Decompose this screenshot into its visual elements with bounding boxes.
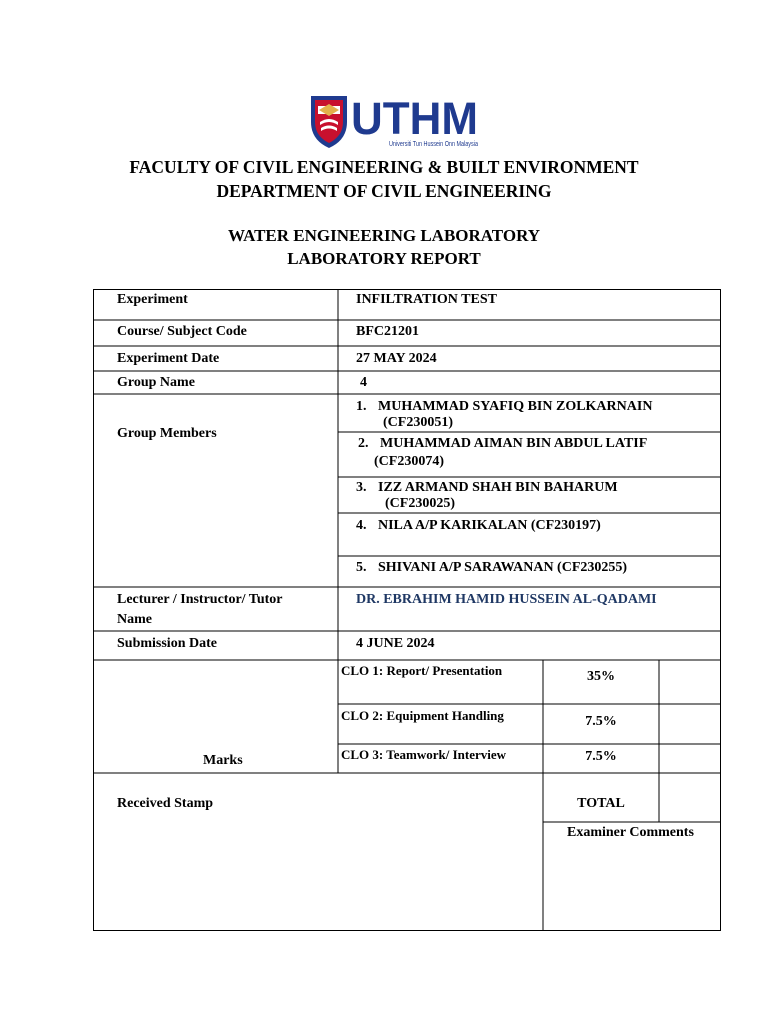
- received-stamp-label: Received Stamp: [117, 796, 214, 811]
- submission-date-label: Submission Date: [117, 636, 217, 651]
- member-1-name: MUHAMMAD SYAFIQ BIN ZOLKARNAIN: [378, 399, 653, 414]
- member-1-id: (CF230051): [383, 415, 453, 430]
- laboratory-title: WATER ENGINEERING LABORATORY: [227, 226, 541, 245]
- clo-1-weight: 35%: [587, 669, 615, 684]
- examiner-comments-label: Examiner Comments: [567, 825, 694, 840]
- member-4-name: NILA A/P KARIKALAN (CF230197): [378, 518, 601, 533]
- experiment-date-value: 27 MAY 2024: [356, 351, 437, 366]
- group-members-label: Group Members: [117, 426, 217, 441]
- group-name-value: 4: [360, 375, 367, 390]
- clo-3-weight: 7.5%: [585, 749, 617, 764]
- faculty-title: FACULTY OF CIVIL ENGINEERING & BUILT ENVIRONMENT: [129, 157, 639, 177]
- member-2-number: 2.: [358, 436, 369, 451]
- uthm-logo: [309, 92, 481, 150]
- department-title: DEPARTMENT OF CIVIL ENGINEERING: [216, 181, 552, 201]
- group-name-label: Group Name: [117, 375, 195, 390]
- member-3-number: 3.: [356, 480, 367, 495]
- member-3-id: (CF230025): [385, 496, 455, 511]
- member-2-name: MUHAMMAD AIMAN BIN ABDUL LATIF: [380, 436, 648, 451]
- report-cover-form: [93, 289, 721, 931]
- uthm-crest-icon: [311, 96, 347, 148]
- clo-2-weight: 7.5%: [585, 714, 617, 729]
- member-1-number: 1.: [356, 399, 367, 414]
- member-5-name: SHIVANI A/P SARAWANAN (CF230255): [378, 560, 628, 575]
- experiment-date-label: Experiment Date: [117, 351, 220, 366]
- lecturer-label-name: Name: [117, 612, 152, 627]
- member-4-number: 4.: [356, 518, 367, 533]
- lecturer-label: Lecturer / Instructor/ Tutor: [117, 592, 283, 607]
- member-2-id: (CF230074): [374, 454, 444, 469]
- submission-date-value: 4 JUNE 2024: [356, 636, 435, 651]
- marks-label: Marks: [203, 753, 243, 768]
- clo-3-label: CLO 3: Teamwork/ Interview: [341, 747, 507, 762]
- logo-subtitle: Universiti Tun Hussein Onn Malaysia: [389, 141, 479, 148]
- clo-2-label: CLO 2: Equipment Handling: [341, 708, 504, 723]
- member-5-number: 5.: [356, 560, 367, 575]
- course-value: BFC21201: [356, 324, 419, 339]
- total-label: TOTAL: [577, 796, 625, 811]
- lecturer-value: DR. EBRAHIM HAMID HUSSEIN AL-QADAMI: [356, 592, 657, 607]
- member-3-name: IZZ ARMAND SHAH BIN BAHARUM: [378, 480, 618, 495]
- experiment-value: INFILTRATION TEST: [356, 292, 497, 307]
- course-label: Course/ Subject Code: [117, 324, 247, 339]
- clo-1-label: CLO 1: Report/ Presentation: [341, 663, 503, 678]
- logo-brand: UTHM: [351, 93, 478, 144]
- report-title: LABORATORY REPORT: [287, 249, 481, 268]
- experiment-label: Experiment: [117, 292, 188, 307]
